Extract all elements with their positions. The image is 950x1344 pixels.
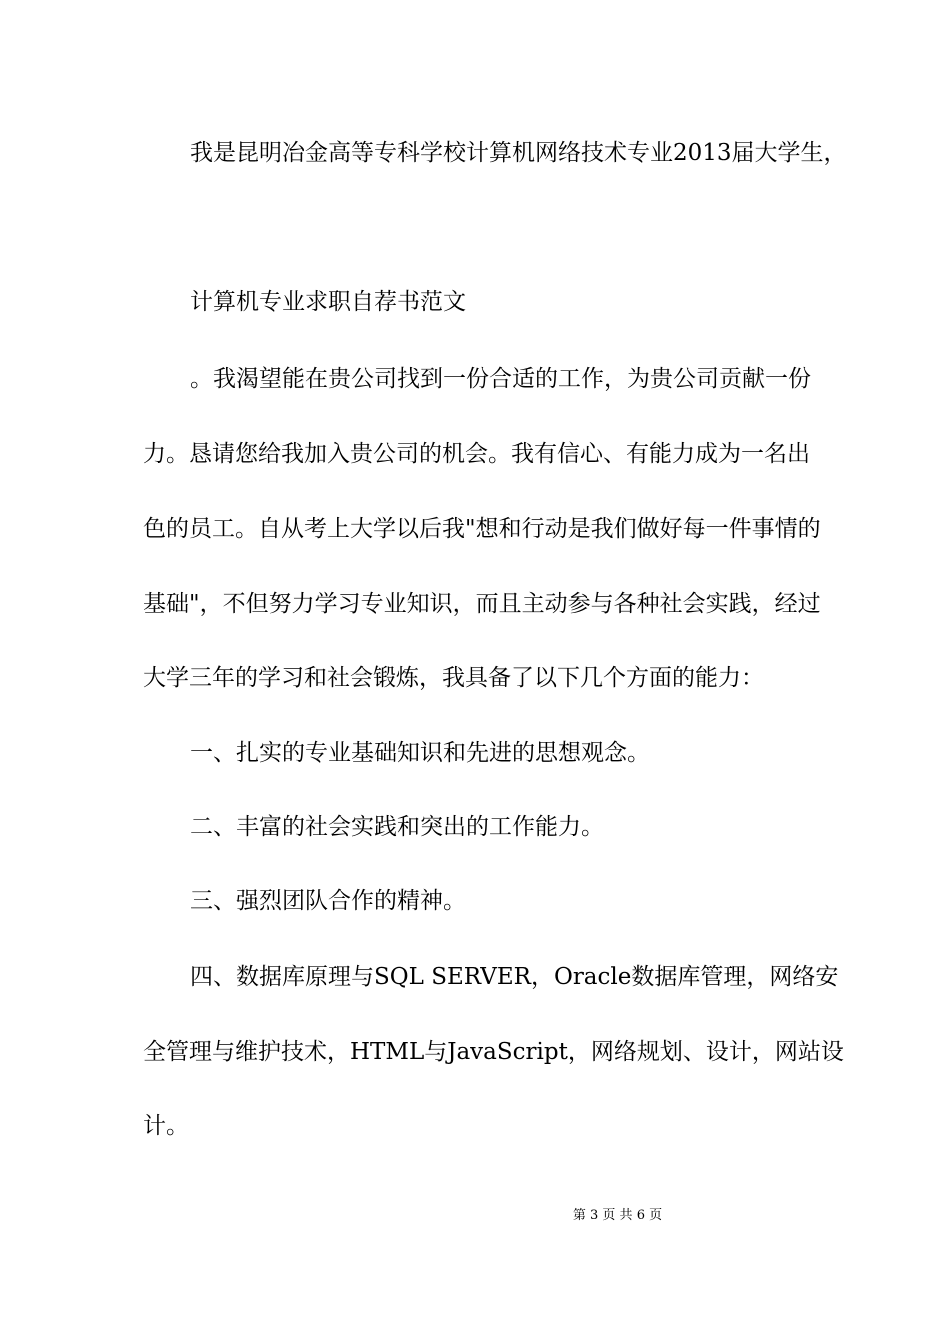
paragraph-line: 计。 (143, 1113, 189, 1139)
paragraph-line: 基础"，不但努力学习专业知识，而且主动参与各种社会实践，经过 (143, 591, 821, 617)
paragraph-line-intro: 我是昆明冶金高等专科学校计算机网络技术专业2013届大学生， (190, 140, 847, 166)
paragraph-line: 力。恳请您给我加入贵公司的机会。我有信心、有能力成为一名出 (143, 441, 810, 467)
page-number: 第 3 页 共 6 页 (572, 1208, 663, 1223)
paragraph-line: 全管理与维护技术，HTML与JavaScript，网络规划、设计，网站设 (143, 1039, 844, 1065)
paragraph-line: 。我渴望能在贵公司找到一份合适的工作，为贵公司贡献一份 (190, 366, 811, 392)
list-item-4: 四、数据库原理与SQL SERVER，Oracle数据库管理，网络安 (190, 964, 839, 990)
list-item-3: 三、强烈团队合作的精神。 (190, 888, 466, 914)
list-item-1: 一、扎实的专业基础知识和先进的思想观念。 (190, 740, 650, 766)
document-title: 计算机专业求职自荐书范文 (190, 289, 466, 315)
list-item-2: 二、丰富的社会实践和突出的工作能力。 (190, 814, 604, 840)
paragraph-line: 色的员工。自从考上大学以后我"想和行动是我们做好每一件事情的 (143, 516, 821, 542)
paragraph-line: 大学三年的学习和社会锻炼，我具备了以下几个方面的能力： (143, 665, 764, 691)
page-footer (0, 1207, 950, 1225)
